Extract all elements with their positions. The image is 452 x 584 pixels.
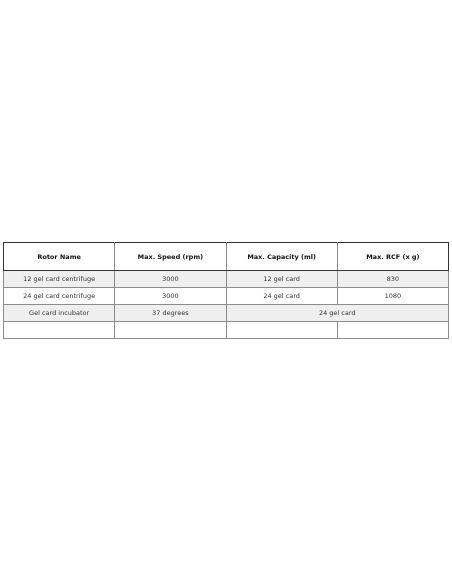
header-max-capacity: Max. Capacity (ml)	[226, 243, 337, 271]
cell-rotor-name: 24 gel card centrifuge	[4, 288, 115, 305]
cell-max-rcf: 1080	[337, 288, 448, 305]
cell-empty	[4, 322, 115, 339]
cell-max-speed: 3000	[115, 271, 226, 288]
header-rotor-name: Rotor Name	[4, 243, 115, 271]
header-row	[4, 243, 449, 271]
rotor-spec-table	[3, 242, 449, 339]
cell-empty	[115, 322, 226, 339]
cell-empty	[337, 322, 448, 339]
cell-max-speed: 3000	[115, 288, 226, 305]
table-row	[4, 305, 449, 322]
table-row-empty	[4, 322, 449, 339]
cell-rotor-name: 12 gel card centrifuge	[4, 271, 115, 288]
cell-max-capacity: 24 gel card	[226, 288, 337, 305]
cell-empty	[226, 322, 337, 339]
table-row	[4, 288, 449, 305]
header-max-speed: Max. Speed (rpm)	[115, 243, 226, 271]
cell-max-capacity: 12 gel card	[226, 271, 337, 288]
table-row	[4, 271, 449, 288]
cell-max-rcf: 830	[337, 271, 448, 288]
header-max-rcf: Max. RCF (x g)	[337, 243, 448, 271]
cell-rotor-name: Gel card incubator	[4, 305, 115, 322]
cell-max-speed: 37 degrees	[115, 305, 226, 322]
cell-capacity-merged: 24 gel card	[226, 305, 449, 322]
